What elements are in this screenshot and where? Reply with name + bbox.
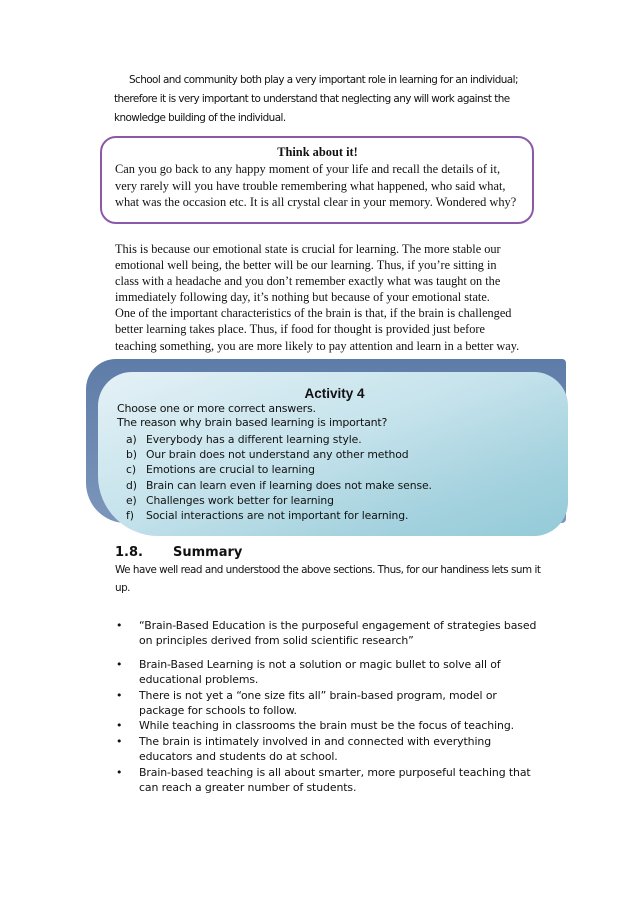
bullet-icon: • xyxy=(116,619,123,632)
activity-option-c xyxy=(126,462,568,477)
bullet-text: Brain-Based Learning is not a solution or magic bullet to solve all of educational problems. xyxy=(139,657,501,687)
list-item xyxy=(115,734,545,765)
think-title: Think about it! xyxy=(277,145,358,159)
bullet-icon: • xyxy=(116,765,123,779)
option-label: f) xyxy=(126,509,134,523)
list-item xyxy=(115,618,545,649)
body-line: better learning takes place. Thus, if food for thought is provided just before xyxy=(115,322,485,337)
list-item xyxy=(115,718,545,733)
bullet-text: There is not yet a “one size fits all” brain-based program, model or package for schools to follow. xyxy=(139,688,497,718)
activity-option-b xyxy=(126,447,568,462)
activity-option-e xyxy=(126,493,568,508)
option-text: Our brain does not understand any other method xyxy=(146,448,409,462)
bullet-icon: • xyxy=(116,719,123,733)
think-text: Can you go back to any happy moment of your life and recall the details of it, very rarely will you have trouble remembering what happened, who said what, what was the occasion etc. It is all crystal clear in your memory. Wondered why? xyxy=(115,162,517,209)
option-label: d) xyxy=(126,478,137,492)
body-line: emotional well being, the better will be our learning. Thus, if you’re sitting in xyxy=(115,258,497,273)
bullet-text: Brain-based teaching is all about smarter, more purposeful teaching that can reach a greater number of students. xyxy=(139,765,531,795)
option-label: b) xyxy=(126,448,137,462)
option-text: Social interactions are not important for learning. xyxy=(146,509,409,523)
option-text: Emotions are crucial to learning xyxy=(146,463,315,477)
list-item xyxy=(115,657,545,688)
activity-option-f xyxy=(126,508,568,523)
list-item xyxy=(115,688,545,719)
summary-bullets xyxy=(115,618,545,795)
option-text: Brain can learn even if learning does not make sense. xyxy=(146,478,432,492)
activity-options xyxy=(117,432,568,523)
body-line: One of the important characteristics of the brain is that, if the brain is challenged xyxy=(115,306,512,321)
body-line: teaching something, you are more likely to pay attention and learn in a better way. xyxy=(115,338,520,353)
summary-number: 1.8. xyxy=(115,545,143,560)
activity-option-d xyxy=(126,478,568,493)
option-text: Everybody has a different learning style. xyxy=(146,433,362,446)
option-label: a) xyxy=(126,433,137,446)
think-about-it-box xyxy=(100,136,534,224)
summary-intro: We have well read and understood the above sections. Thus, for our handiness lets sum it up. xyxy=(115,564,541,594)
option-text: Challenges work better for learning xyxy=(146,493,334,507)
activity-instruction: Choose one or more correct answers. xyxy=(117,402,316,415)
activity-box xyxy=(98,372,568,536)
option-label: e) xyxy=(126,493,137,507)
bullet-text: The brain is intimately involved in and connected with everything educators and students do at school. xyxy=(139,734,492,764)
activity-title: Activity 4 xyxy=(304,386,365,401)
bullet-text: While teaching in classrooms the brain must be the focus of teaching. xyxy=(139,719,514,733)
bullet-icon: • xyxy=(116,657,123,671)
bullet-icon: • xyxy=(116,688,123,702)
body-paragraph xyxy=(115,241,543,354)
summary-title: Summary xyxy=(173,545,243,560)
bullet-icon: • xyxy=(116,734,123,748)
option-label: c) xyxy=(126,463,136,477)
body-line: class with a headache and you don’t remember exactly what was taught on the xyxy=(115,274,501,289)
bullet-text: “Brain-Based Education is the purposeful engagement of strategies based on principles derived from solid scientific research” xyxy=(139,619,537,648)
intro-text: School and community both play a very important role in learning for an individual; therefore it is very important to understand that neglecting any will work against the knowledge building of the individual. xyxy=(114,74,518,124)
list-item xyxy=(115,765,545,796)
activity-option-a xyxy=(126,432,568,447)
intro-paragraph xyxy=(114,71,534,128)
body-line: immediately following day, it’s nothing but because of your emotional state. xyxy=(115,290,490,305)
body-line: This is because our emotional state is crucial for learning. The more stable our xyxy=(115,242,501,256)
activity-question: The reason why brain based learning is important? xyxy=(117,415,388,429)
summary-heading xyxy=(115,545,242,560)
